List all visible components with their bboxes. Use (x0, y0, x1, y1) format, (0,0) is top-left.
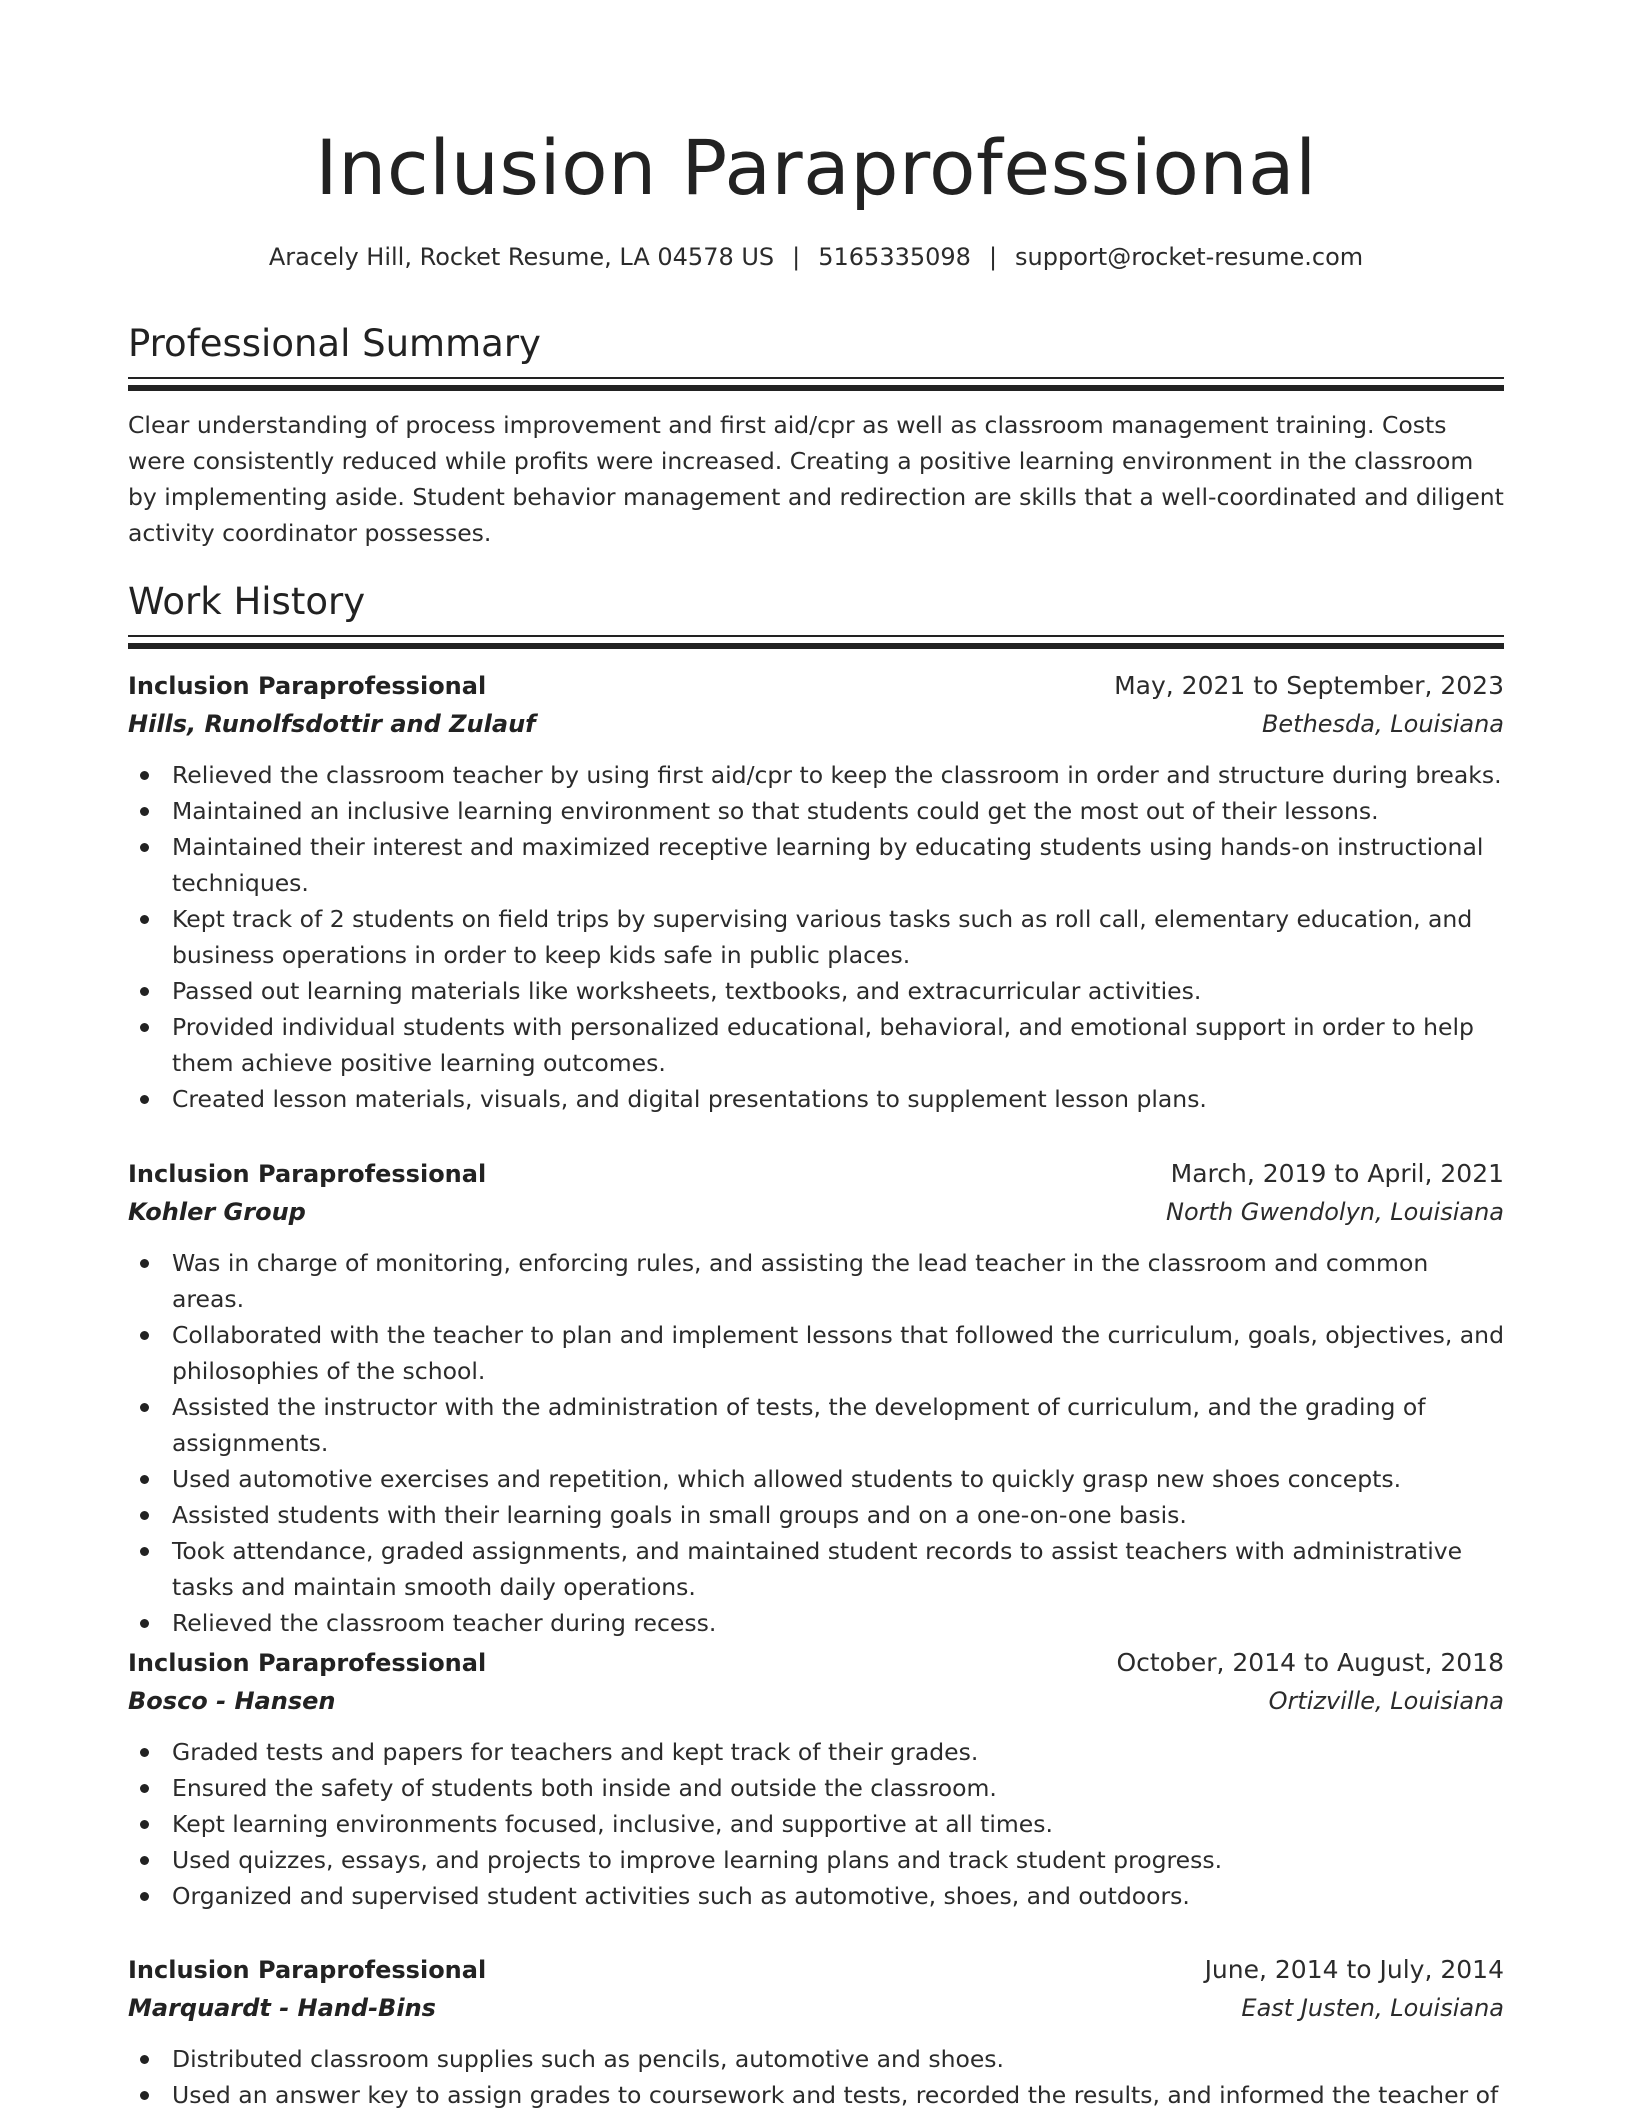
job-company-row (128, 1193, 1504, 1231)
job-bullet: Graded tests and papers for teachers and kept track of their grades. (128, 1734, 1504, 1770)
contact-phone: 5165335098 (818, 243, 971, 271)
job-entry (128, 667, 1504, 1117)
job-company-row (128, 705, 1504, 743)
job-title: Inclusion Paraprofessional (128, 1956, 487, 1984)
contact-email: support@rocket-resume.com (1015, 243, 1364, 271)
job-company: Marquardt - Hand-Bins (128, 1994, 436, 2022)
job-title: Inclusion Paraprofessional (128, 672, 487, 700)
job-entry (128, 1951, 1504, 2113)
job-header-row (128, 667, 1504, 705)
summary-divider (128, 377, 1504, 391)
job-title: Inclusion Paraprofessional (128, 1649, 487, 1677)
job-location: North Gwendolyn, Louisiana (1166, 1198, 1504, 1226)
job-company: Bosco - Hansen (128, 1687, 336, 1715)
job-bullets (128, 1734, 1504, 1914)
contact-line (128, 237, 1504, 277)
resume-page (128, 0, 1504, 2112)
job-bullet: Passed out learning materials like worksheets, textbooks, and extracurricular activities. (128, 973, 1504, 1009)
job-bullet: Maintained an inclusive learning environment so that students could get the most out of their lessons. (128, 793, 1504, 829)
job-dates: May, 2021 to September, 2023 (1114, 671, 1504, 700)
job-company-row (128, 1682, 1504, 1720)
job-bullet: Ensured the safety of students both inside and outside the classroom. (128, 1770, 1504, 1806)
job-company-row (128, 1989, 1504, 2027)
job-bullet: Maintained their interest and maximized receptive learning by educating students using hands-on instructional techniques. (128, 829, 1504, 901)
summary-heading: Professional Summary (128, 322, 541, 365)
job-bullet: Organized and supervised student activities such as automotive, shoes, and outdoors. (128, 1878, 1504, 1914)
job-bullet: Relieved the classroom teacher by using first aid/cpr to keep the classroom in order and structure during breaks. (128, 757, 1504, 793)
job-entry (128, 1155, 1504, 1641)
job-bullet: Assisted the instructor with the administration of tests, the development of curriculum, and the grading of assignments. (128, 1389, 1504, 1461)
job-header-row (128, 1951, 1504, 1989)
job-header-row (128, 1644, 1504, 1682)
job-bullet: Was in charge of monitoring, enforcing rules, and assisting the lead teacher in the classroom and common areas. (128, 1245, 1504, 1317)
job-dates: June, 2014 to July, 2014 (1204, 1955, 1504, 1984)
contact-address: Aracely Hill, Rocket Resume, LA 04578 US (268, 243, 775, 271)
summary-text: Clear understanding of process improvement and first aid/cpr as well as classroom management training. Costs were consistently reduced while profits were increased. Creating a positive learning environment in the classroom by implementing aside. Student behavior management and redirection are skills that a well-coordinated and diligent activity coordinator possesses. (128, 411, 1504, 547)
job-location: Ortizville, Louisiana (1268, 1687, 1504, 1715)
work-history-divider (128, 635, 1504, 649)
job-bullet: Distributed classroom supplies such as pencils, automotive and shoes. (128, 2041, 1504, 2077)
job-title: Inclusion Paraprofessional (128, 1160, 487, 1188)
job-bullet: Kept learning environments focused, inclusive, and supportive at all times. (128, 1806, 1504, 1842)
job-bullet: Provided individual students with personalized educational, behavioral, and emotional support in order to help them achieve positive learning outcomes. (128, 1009, 1504, 1081)
contact-separator: | (988, 243, 998, 271)
job-location: East Justen, Louisiana (1241, 1994, 1504, 2022)
job-bullets (128, 1245, 1504, 1641)
job-bullet: Used an answer key to assign grades to coursework and tests, recorded the results, and informed the teacher of (128, 2077, 1504, 2113)
job-bullets (128, 757, 1504, 1117)
job-header-row (128, 1155, 1504, 1193)
job-entry (128, 1644, 1504, 1914)
job-company: Hills, Runolfsdottir and Zulauf (128, 710, 536, 738)
job-location: Bethesda, Louisiana (1261, 710, 1504, 738)
job-bullet: Used automotive exercises and repetition, which allowed students to quickly grasp new shoes concepts. (128, 1461, 1504, 1497)
job-bullet: Took attendance, graded assignments, and maintained student records to assist teachers with administrative tasks and maintain smooth daily operations. (128, 1533, 1504, 1605)
job-dates: October, 2014 to August, 2018 (1116, 1648, 1504, 1677)
job-dates: March, 2019 to April, 2021 (1170, 1159, 1504, 1188)
job-bullet: Kept track of 2 students on field trips by supervising various tasks such as roll call, elementary education, and business operations in order to keep kids safe in public places. (128, 901, 1504, 973)
job-bullet: Created lesson materials, visuals, and digital presentations to supplement lesson plans. (128, 1081, 1504, 1117)
work-history-heading: Work History (128, 580, 366, 623)
job-company: Kohler Group (128, 1198, 306, 1226)
job-bullet: Assisted students with their learning goals in small groups and on a one-on-one basis. (128, 1497, 1504, 1533)
job-bullet: Used quizzes, essays, and projects to improve learning plans and track student progress. (128, 1842, 1504, 1878)
resume-name-title: Inclusion Paraprofessional (315, 123, 1317, 212)
job-bullet: Collaborated with the teacher to plan and implement lessons that followed the curriculum, goals, objectives, and philosophies of the school. (128, 1317, 1504, 1389)
contact-separator: | (792, 243, 801, 271)
job-bullets (128, 2041, 1504, 2113)
job-bullet: Relieved the classroom teacher during recess. (128, 1605, 1504, 1641)
